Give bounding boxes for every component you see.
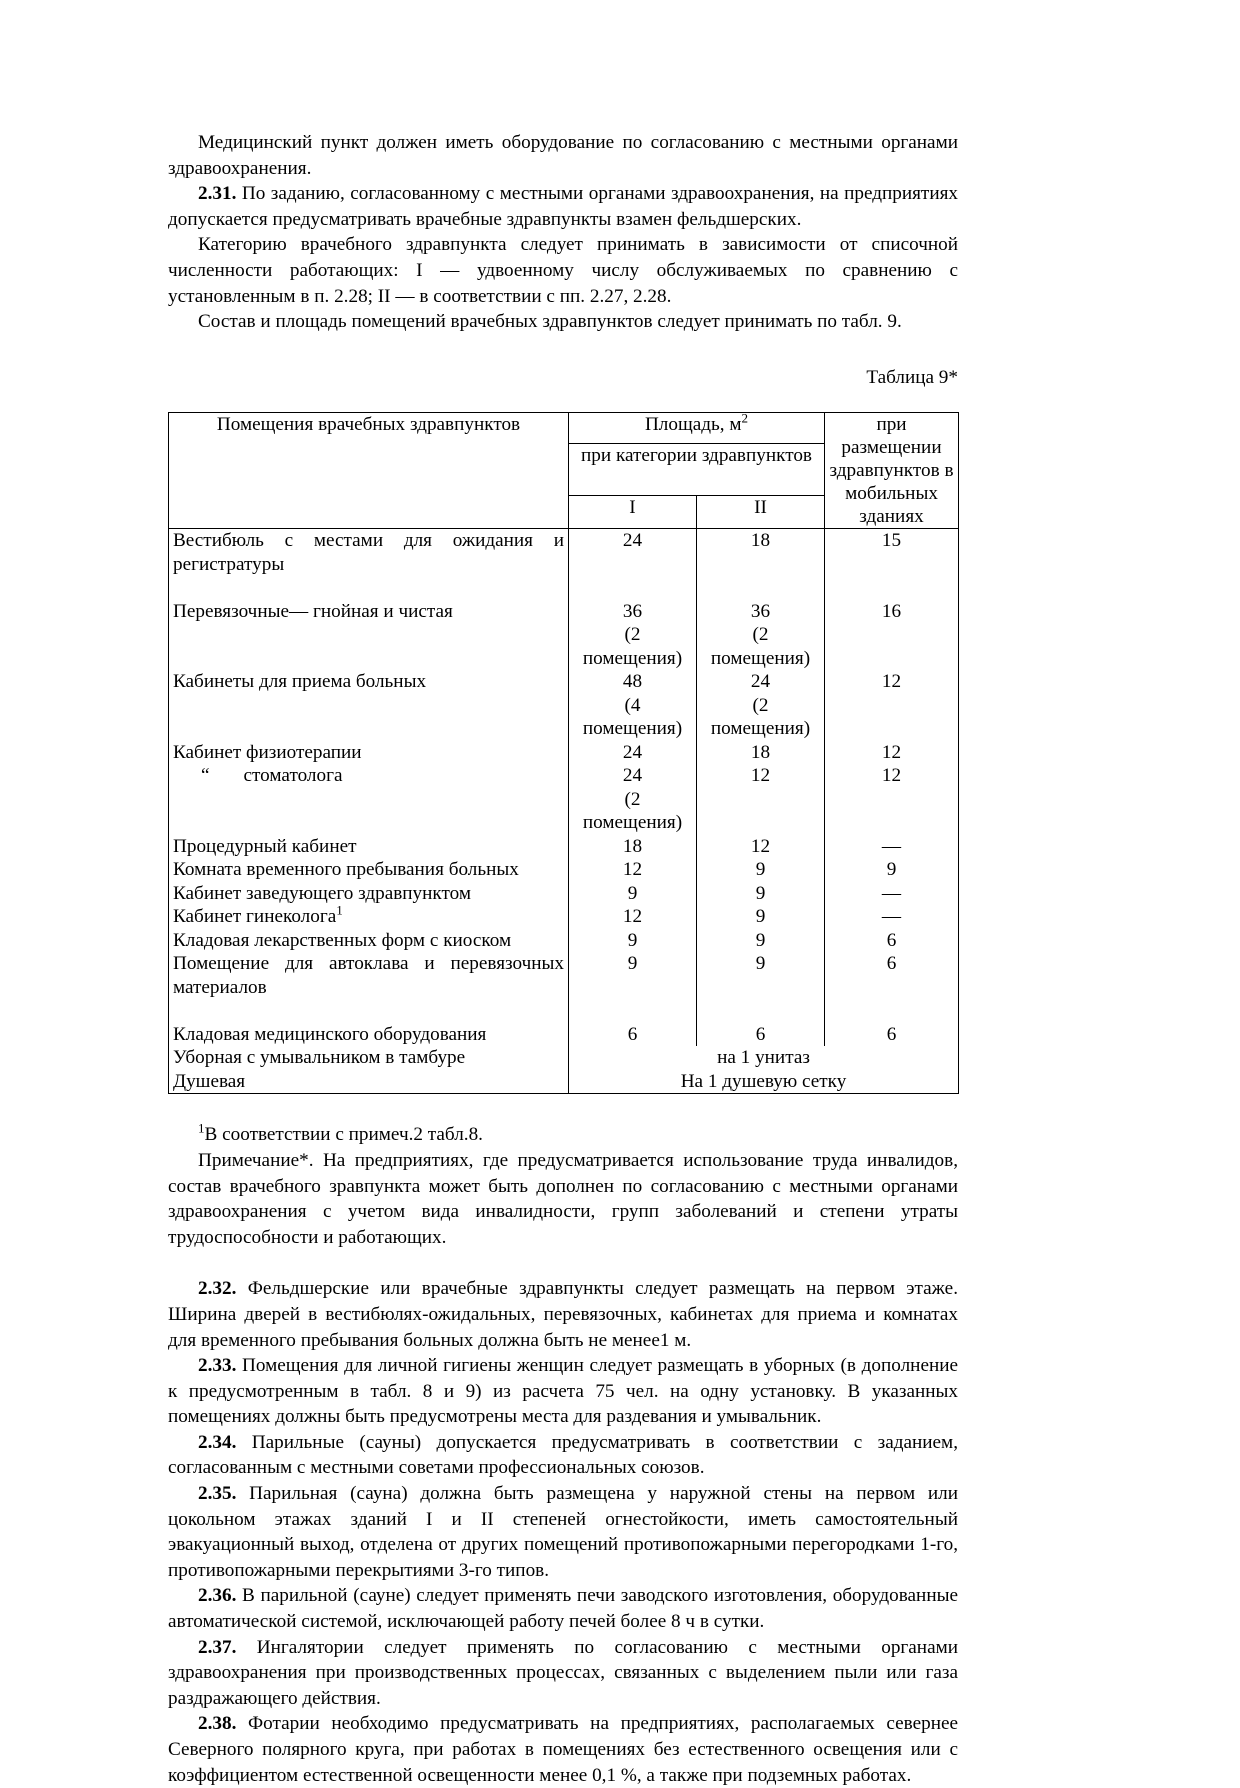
row-value-2: 9 — [697, 929, 825, 953]
row-value-span: На 1 душевую сетку — [569, 1070, 959, 1094]
row-value-mobile: — — [825, 905, 959, 929]
row-value-1: 6 — [569, 1023, 697, 1047]
row-value-mobile: 12 — [825, 764, 959, 835]
note-text: На предприятиях, где предусматривается использование труда инвалидов, состав врачебного зравпункта может быть дополнен по согласованию с местными органами здравоохранения с учетом вида инвалидности, групп заболеваний и степени утраты трудоспособности и работающих. — [168, 1149, 959, 1248]
table-row — [169, 952, 959, 1023]
row-value-1-number: 36 — [622, 600, 643, 622]
row-value-2: 6 — [697, 1023, 825, 1047]
clause-number: 2.35. — [198, 1483, 237, 1505]
row-value-1: 24 — [569, 741, 697, 765]
table-caption: Таблица 9* — [866, 366, 958, 388]
row-value-1 — [569, 670, 697, 741]
row-name: Кабинеты для приема больных — [169, 670, 569, 741]
row-value-2 — [697, 670, 825, 741]
clause-text: Парильная (сауна) должна быть размещена у наружной стены на первом или цокольном этажах зданий I и II степеней огнестойкости, иметь самостоятельный эвакуационный выход, отделена от других помещений противопожарными перегородками 1-го, противопожарными перекрытиями 3-го типов. — [168, 1483, 958, 1581]
row-name: Душевая — [169, 1070, 569, 1094]
table-row — [169, 741, 959, 765]
row-name — [169, 902, 569, 929]
clause-2-32 — [168, 1276, 958, 1353]
row-value-mobile: 12 — [825, 741, 959, 765]
row-value-1 — [569, 600, 697, 671]
row-value-2-number: 36 — [750, 600, 771, 622]
row-name: Помещение для автоклава и перевязочных материалов — [169, 952, 569, 1023]
clause-text: Парильные (сауны) допускается предусматривать в соответствии с заданием, согласованным с местными советами профессиональных союзов. — [168, 1431, 958, 1479]
ditto-mark: “ — [201, 765, 210, 787]
table-row — [169, 929, 959, 953]
header-area — [569, 410, 825, 444]
row-value-1: 24 — [569, 529, 697, 600]
footnote-text: В соответствии с примеч.2 табл.8. — [204, 1124, 483, 1146]
row-value-mobile: 12 — [825, 670, 959, 741]
row-value-1: 12 — [569, 905, 697, 929]
header-category-2: II — [697, 496, 825, 529]
note-paragraph — [168, 1148, 958, 1250]
row-value-2: 9 — [697, 905, 825, 929]
row-value-1: 18 — [569, 835, 697, 859]
clause-2-37 — [168, 1635, 958, 1712]
footnote-marker: 1 — [198, 1120, 205, 1136]
note-label: Примечание*. — [198, 1149, 314, 1171]
table-row — [169, 882, 959, 906]
row-value-1-note: (4 помещения) — [582, 694, 683, 740]
row-value-mobile: 6 — [825, 929, 959, 953]
row-value-span: на 1 унитаз — [569, 1046, 959, 1070]
row-value-2-number: 24 — [750, 671, 771, 693]
clause-number: 2.37. — [198, 1636, 237, 1658]
paragraph-composition: Состав и площадь помещений врачебных здравпунктов следует принимать по табл. 9. — [198, 311, 902, 333]
row-value-1-note: (2 помещения) — [582, 788, 683, 834]
row-value-2-note: (2 помещения) — [710, 694, 811, 740]
row-value-2: 18 — [697, 529, 825, 600]
paragraph-medical-point: Медицинский пункт должен иметь оборудование по согласованию с местными органами здравоохранения. — [168, 132, 958, 179]
section-gap — [168, 1250, 958, 1276]
clause-number: 2.33. — [198, 1355, 237, 1377]
row-value-2: 12 — [697, 764, 825, 835]
row-value-2-note: (2 помещения) — [710, 624, 811, 669]
row-value-1: 9 — [569, 929, 697, 953]
clause-number: 2.38. — [198, 1713, 237, 1735]
page-content — [168, 130, 958, 1788]
row-value-1: 12 — [569, 858, 697, 882]
row-name: Кабинет физиотерапии — [169, 741, 569, 765]
row-value-1-number: 24 — [622, 765, 643, 787]
table-row — [169, 1070, 959, 1094]
clause-2-35 — [168, 1481, 958, 1583]
row-name-superscript: 1 — [336, 902, 343, 918]
row-value-mobile: 6 — [825, 952, 959, 1023]
table-row — [169, 1046, 959, 1070]
table-row — [169, 905, 959, 929]
row-name: Комната временного пребывания больных — [169, 858, 569, 882]
clause-text-2-31: По заданию, согласованному с местными органами здравоохранения, на предприятиях допускается предусматривать врачебные здравпункты взамен фельдшерских. — [168, 183, 959, 230]
header-area-label: Площадь, м — [644, 414, 742, 436]
clause-number: 2.32. — [198, 1278, 237, 1300]
clause-2-34 — [168, 1430, 958, 1481]
row-value-1: 9 — [569, 882, 697, 906]
footnote — [168, 1094, 958, 1148]
table-row — [169, 1023, 959, 1047]
clause-number: 2.34. — [198, 1431, 237, 1453]
row-value-mobile: 16 — [825, 600, 959, 671]
row-value-mobile: — — [825, 882, 959, 906]
row-value-1 — [569, 764, 697, 835]
row-name: Кладовая медицинского оборудования — [169, 1023, 569, 1047]
row-value-2: 9 — [697, 858, 825, 882]
clause-text: Фотарии необходимо предусматривать на предприятиях, располагаемых севернее Северного полярного круга, при работах в помещениях без естественного освещения или с коэффициентом естественной освещенности менее 0,1 %, а также при подземных работах. — [168, 1713, 959, 1786]
paragraph-category: Категорию врачебного здравпункта следует принимать в зависимости от списочной численности работающих: I — удвоенному числу обслуживаемых по сравнению с установленным в п. 2.28; II — в соответствии с пп. 2.27, 2.28. — [168, 234, 958, 307]
row-name: Вестибюль с местами для ожидания и регистратуры — [169, 529, 569, 600]
row-value-2: 12 — [697, 835, 825, 859]
table-row — [169, 858, 959, 882]
clause-text: Фельдшерские или врачебные здравпункты следует размещать на первом этаже. Ширина дверей в вестибюлях-ожидальных, перевязочных, кабинетах для приема и комнатах для временного пребывания больных должна быть не менее1 м. — [168, 1278, 958, 1351]
table-row — [169, 670, 959, 741]
clause-text: В парильной (сауне) следует применять печи заводского изготовления, оборудованные автоматической системой, исключающей работу печей более 8 ч в сутки. — [168, 1585, 958, 1633]
header-mobile: при размещении здравпунктов в мобильных зданиях — [825, 413, 959, 529]
row-value-1-number: 48 — [622, 671, 643, 693]
table-row — [169, 600, 959, 671]
header-category-1: I — [569, 496, 697, 529]
row-name: Уборная с умывальником в тамбуре — [169, 1046, 569, 1070]
row-value-2: 9 — [697, 882, 825, 906]
table-9 — [168, 412, 959, 1094]
row-value-mobile: 9 — [825, 858, 959, 882]
row-name-label: Кабинет гинеколога — [173, 906, 337, 928]
table-row — [169, 764, 959, 835]
clause-2-38 — [168, 1711, 958, 1788]
row-name: Кабинет заведующего здравпунктом — [169, 882, 569, 906]
row-value-1-note: (2 помещения) — [582, 624, 683, 669]
clause-2-36 — [168, 1583, 958, 1634]
row-name — [169, 764, 569, 835]
row-value-1: 9 — [569, 952, 697, 1023]
table-row — [169, 835, 959, 859]
row-value-2: 18 — [697, 741, 825, 765]
header-category: при категории здравпунктов — [569, 444, 825, 496]
row-value-mobile: 15 — [825, 529, 959, 600]
clause-text: Ингалятории следует применять по согласованию с местными органами здравоохранения при производственных процессах, связанных с выделением пыли или газа раздражающего действия. — [168, 1636, 958, 1709]
clause-number: 2.36. — [198, 1585, 237, 1607]
row-value-mobile: — — [825, 835, 959, 859]
row-name: Кладовая лекарственных форм с киоском — [169, 929, 569, 953]
table-header-row-1 — [169, 413, 959, 444]
row-value-mobile: 6 — [825, 1023, 959, 1047]
clause-text: Помещения для личной гигиены женщин следует размещать в уборных (в дополнение к предусмотренным в табл. 8 и 9) из расчета 75 чел. на одну установку. В указанных помещениях должны быть предусмотрены места для раздевания и умывальник. — [168, 1355, 959, 1428]
paragraph-2-31 — [168, 181, 958, 232]
row-name: Перевязочные— гнойная и чистая — [169, 600, 569, 671]
row-name-label: стоматолога — [243, 765, 343, 787]
clause-2-33 — [168, 1353, 958, 1430]
table-row — [169, 529, 959, 600]
clause-number-2-31: 2.31. — [198, 183, 237, 205]
header-area-superscript: 2 — [741, 410, 749, 426]
row-value-2 — [697, 600, 825, 671]
row-value-2: 9 — [697, 952, 825, 1023]
row-name: Процедурный кабинет — [169, 835, 569, 859]
header-rooms: Помещения врачебных здравпунктов — [169, 413, 569, 529]
